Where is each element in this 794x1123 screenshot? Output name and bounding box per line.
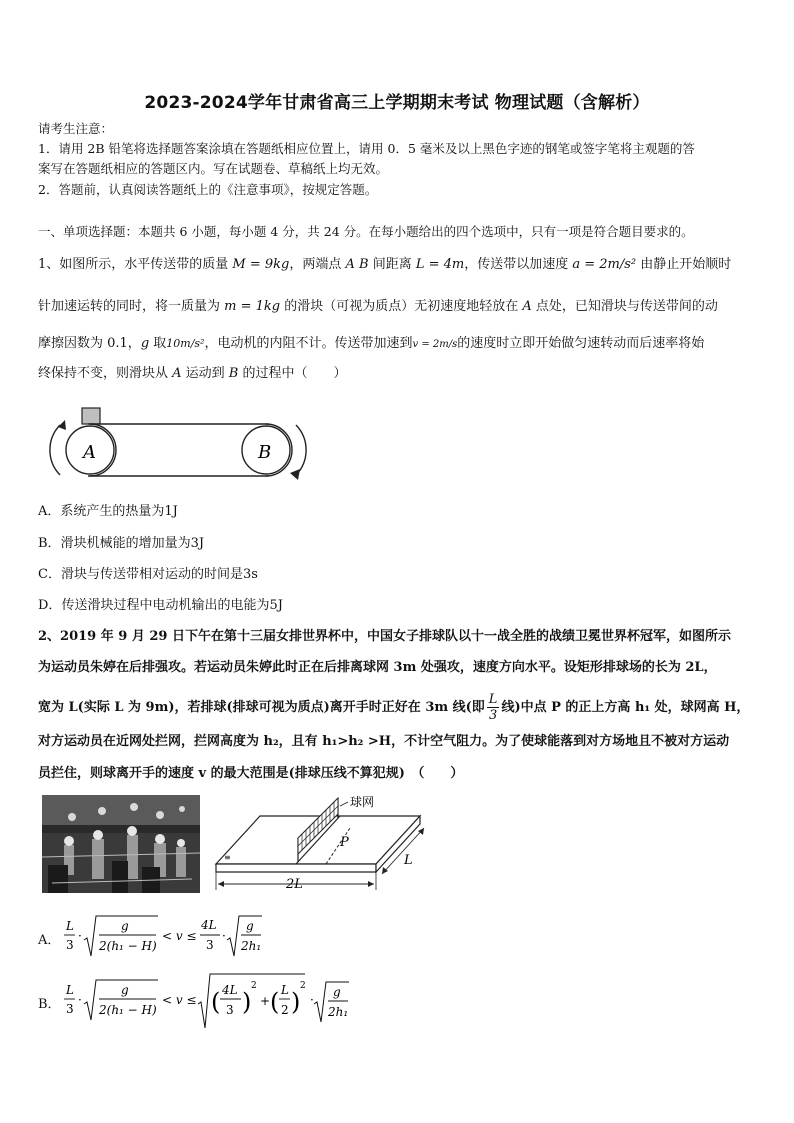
page-title: 2023-2024学年甘肃省高三上学期期末考试 物理试题（含解析） <box>144 93 650 113</box>
svg-text:(: ( <box>211 988 221 1016</box>
svg-text:L: L <box>66 919 74 933</box>
svg-text:): ) <box>242 988 252 1016</box>
svg-text:4L: 4L <box>201 918 217 932</box>
slider-block <box>82 408 100 424</box>
q1-line-1: 1、如图所示，水平传送带的质量 M = 9kg，两端点 A B 间距离 L = 4m，传送带以加速度 a = 2m/s² 由静止开始顺时 <box>38 257 732 272</box>
width-label: L <box>404 853 413 868</box>
q2-option-b-formula[interactable] <box>62 972 362 1032</box>
svg-text:2: 2 <box>300 981 306 991</box>
svg-text:g: g <box>121 983 129 997</box>
svg-text:): ) <box>291 988 301 1016</box>
q2-line-3: 宽为 L(实际 L 为 9m)，若排球(排球可视为质点)离开手时正好在 3m 线(即 $\frac{L}{3}$ 线)中点 P 的正上方高 h₁ 处，球网高 H， <box>38 692 750 723</box>
section-heading: 一、单项选择题：本题共 6 小题，每小题 4 分，共 24 分。在每小题给出的四个选项中，只有一项是符合题目要求的。 <box>38 224 694 239</box>
length-label: 2L <box>286 877 303 892</box>
q1-line-3: 摩擦因数为 0.1，g 取10m/s²，电动机的内阻不计。传送带加速到v = 2m/s的速度时立即开始做匀速转动而后速率将始 <box>38 336 705 351</box>
q1-option-c[interactable]: C．滑块与传送带相对运动的时间是3s <box>38 567 258 582</box>
volleyball-photo <box>42 795 200 893</box>
svg-text:g: g <box>333 985 341 999</box>
q1-line-2: 针加速运转的同时，将一质量为 m = 1kg 的滑块（可视为质点）无初速度地轻放在 A 点处，已知滑块与传送带间的动 <box>38 299 718 314</box>
net-label: 球网 <box>350 795 375 809</box>
svg-text:·: · <box>78 993 82 1007</box>
conveyor-figure <box>40 403 315 483</box>
svg-text:3: 3 <box>206 938 214 952</box>
svg-text:2: 2 <box>281 1003 289 1017</box>
svg-text:2: 2 <box>251 981 257 991</box>
svg-text:·: · <box>310 993 314 1007</box>
q2-option-a-formula[interactable] <box>62 912 272 964</box>
svg-text:g: g <box>121 919 129 933</box>
svg-text:2h₁: 2h₁ <box>328 1005 349 1019</box>
svg-text:3: 3 <box>66 938 74 952</box>
svg-text:·: · <box>222 929 226 943</box>
q2-line-1: 2、2019 年 9 月 29 日下午在第十三届女排世界杯中，中国女子排球队以十一战全胜的战绩卫冕世界杯冠军，如图所示 <box>38 629 731 644</box>
q1-option-d[interactable]: D．传送滑块过程中电动机输出的电能为5J <box>38 598 283 613</box>
svg-text:+: + <box>260 994 271 1008</box>
q2-line-5: 员拦住，则球离开手的速度 v 的最大范围是(排球压线不算犯规) （ ） <box>38 766 464 781</box>
svg-text:3: 3 <box>226 1003 234 1017</box>
q1-option-b[interactable]: B．滑块机械能的增加量为3J <box>38 536 205 551</box>
notice-heading: 请考生注意： <box>38 121 114 136</box>
notice-item-1a: 1．请用 2B 铅笔将选择题答案涂填在答题纸相应位置上，请用 0．5 毫米及以上黑色字迹的钢笔或签字笔将主观题的答 <box>38 141 695 156</box>
notice-item-2: 2．答题前，认真阅读答题纸上的《注意事项》，按规定答题。 <box>38 182 378 197</box>
q2-line-4: 对方运动员在近网处拦网，拦网高度为 h₂，且有 h₁>h₂ >H，不计空气阻力。为了使球能落到对方场地且不被对方运动 <box>38 734 730 749</box>
label-a: A <box>83 442 96 463</box>
q2-option-a-label[interactable]: A． <box>38 933 61 948</box>
svg-text:L: L <box>281 983 289 997</box>
svg-text:·: · <box>78 929 82 943</box>
notice-item-1b: 案写在答题纸相应的答题区内。写在试题卷、草稿纸上均无效。 <box>38 161 389 176</box>
svg-text:4L: 4L <box>222 983 238 997</box>
svg-text:< v ≤: < v ≤ <box>162 993 197 1007</box>
q1-option-a[interactable]: A．系统产生的热量为1J <box>38 504 178 519</box>
frac-numerator: L <box>488 692 498 707</box>
court-diagram <box>210 792 435 895</box>
rotation-arrow-right <box>296 425 306 475</box>
svg-text:< v ≤: < v ≤ <box>162 929 197 943</box>
q2-line-2: 为运动员朱婷在后排强攻。若运动员朱婷此时正在后排离球网 3m 处强攻，速度方向水平。设矩形排球场的长为 2L， <box>38 660 717 675</box>
frac-denominator: 3 <box>488 708 498 723</box>
svg-text:2(h₁ − H): 2(h₁ − H) <box>99 939 157 953</box>
rotation-arrow-left <box>50 425 60 475</box>
svg-text:2h₁: 2h₁ <box>241 939 262 953</box>
svg-text:2(h₁ − H): 2(h₁ − H) <box>99 1003 157 1017</box>
point-p-label: P <box>340 835 349 850</box>
svg-text:(: ( <box>270 988 280 1016</box>
svg-text:≡: ≡ <box>224 853 231 862</box>
label-b: B <box>258 442 272 463</box>
q2-option-b-label[interactable]: B． <box>38 997 61 1012</box>
svg-text:L: L <box>66 983 74 997</box>
svg-text:g: g <box>246 919 254 933</box>
svg-text:3: 3 <box>66 1002 74 1016</box>
q1-line-4: 终保持不变，则滑块从 A 运动到 B 的过程中（ ） <box>38 366 347 381</box>
